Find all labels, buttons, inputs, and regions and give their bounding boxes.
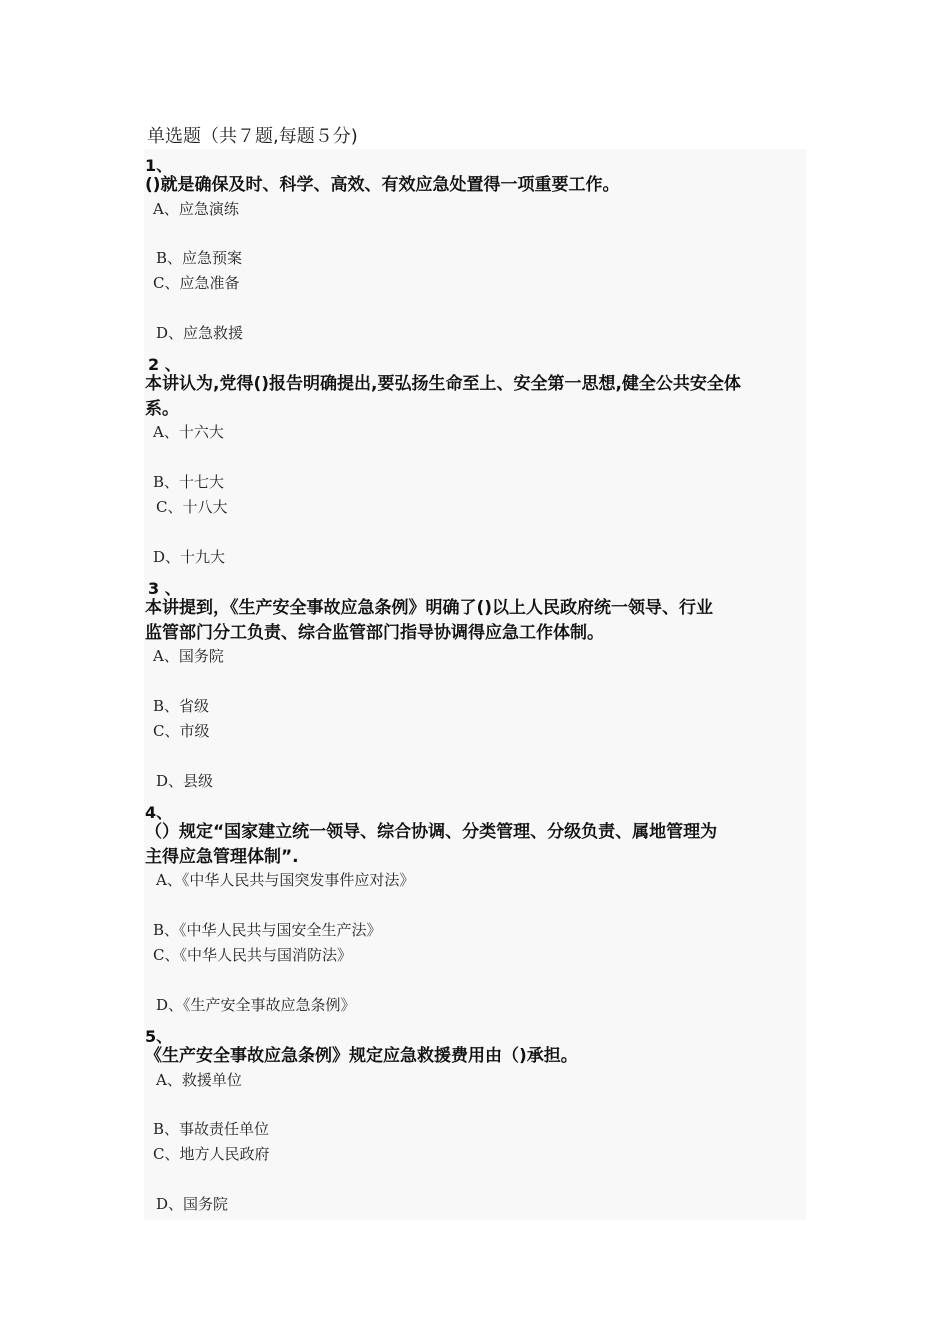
question-number: 1、 bbox=[145, 156, 173, 175]
option-b[interactable]: B、事故责任单位 bbox=[153, 1120, 270, 1138]
section-title: 单选题（共７题,每题５分) bbox=[147, 126, 358, 147]
option-a[interactable]: A、应急演练 bbox=[153, 200, 239, 218]
option-d[interactable]: D、县级 bbox=[156, 772, 214, 790]
question-stem: 《生产安全事故应急条例》规定应急救援费用由（)承担。 bbox=[145, 1046, 578, 1066]
option-c[interactable]: C、十八大 bbox=[156, 498, 228, 516]
question-number: 4、 bbox=[145, 803, 173, 822]
question-stem: 本讲提到，《生产安全事故应急条例》明确了()以上人民政府统一领导、行业 bbox=[145, 598, 714, 618]
option-d[interactable]: D、应急救援 bbox=[156, 324, 244, 342]
question-stem: ()就是确保及时、科学、高效、有效应急处置得一项重要工作。 bbox=[145, 175, 620, 195]
option-c[interactable]: C、市级 bbox=[153, 722, 210, 740]
option-a[interactable]: A、救援单位 bbox=[156, 1071, 242, 1089]
question-stem: 主得应急管理体制”. bbox=[145, 847, 299, 867]
option-c[interactable]: C、应急准备 bbox=[153, 274, 240, 292]
option-a[interactable]: A、国务院 bbox=[153, 647, 224, 665]
option-c[interactable]: C、地方人民政府 bbox=[153, 1145, 270, 1163]
option-a[interactable]: A、十六大 bbox=[153, 423, 224, 441]
option-d[interactable]: D、《生产安全事故应急条例》 bbox=[156, 996, 356, 1014]
option-b[interactable]: B、十七大 bbox=[153, 473, 225, 491]
option-b[interactable]: B、应急预案 bbox=[156, 249, 243, 267]
question-number: 2 、 bbox=[148, 355, 181, 374]
question-stem: 监管部门分工负责、综合监管部门指导协调得应急工作体制。 bbox=[145, 623, 604, 643]
question-stem: 系。 bbox=[145, 399, 179, 419]
question-stem: （）规定“国家建立统一领导、综合协调、分类管理、分级负责、属地管理为 bbox=[145, 822, 718, 842]
question-stem: 本讲认为,党得()报告明确提出,要弘扬生命至上、安全第一思想,健全公共安全体 bbox=[145, 374, 741, 394]
option-d[interactable]: D、国务院 bbox=[156, 1195, 229, 1213]
option-d[interactable]: D、十九大 bbox=[153, 548, 226, 566]
question-number: 5、 bbox=[145, 1027, 173, 1046]
question-number: 3 、 bbox=[148, 579, 181, 598]
option-a[interactable]: A、《中华人民共与国突发事件应对法》 bbox=[156, 871, 415, 889]
option-b[interactable]: B、《中华人民共与国安全生产法》 bbox=[153, 921, 382, 939]
option-b[interactable]: B、省级 bbox=[153, 697, 210, 715]
option-c[interactable]: C、《中华人民共与国消防法》 bbox=[153, 946, 352, 964]
